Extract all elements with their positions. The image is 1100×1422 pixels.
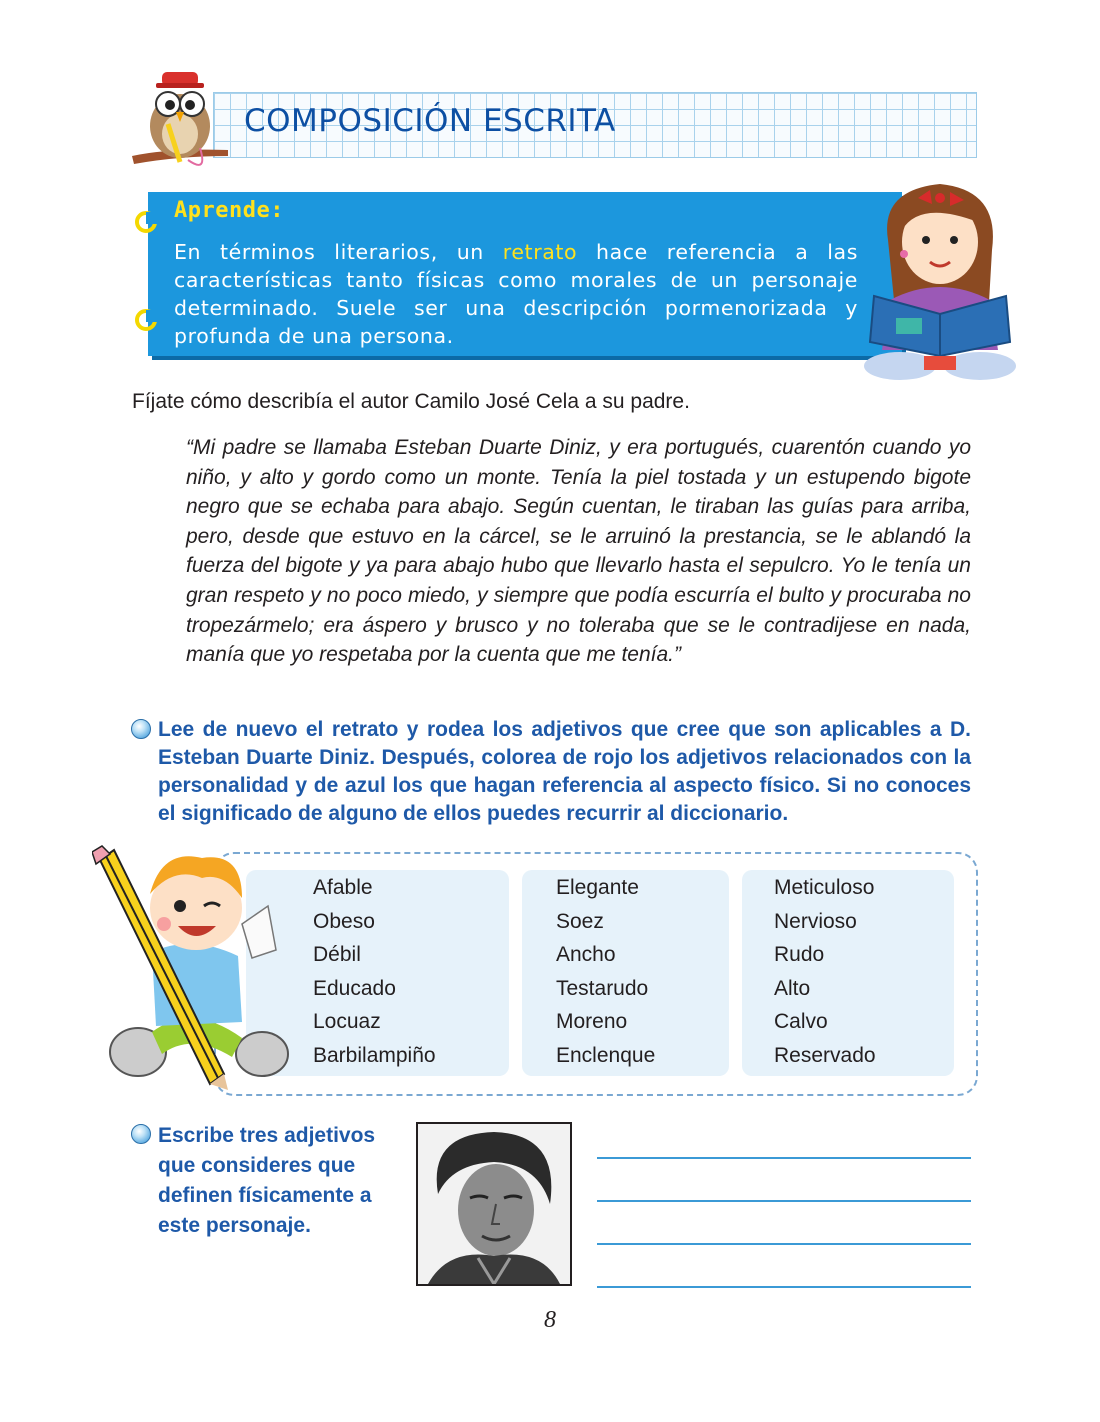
girl-reading-illustration (860, 170, 1020, 385)
definition-text-end: hace referencia a las características tanto físicas como morales de un personaje determinado. Suele ser una descripción pormenorizada y profunda de una persona. (174, 240, 858, 348)
owl-mascot-icon (128, 64, 238, 179)
definition-text-start: En términos literarios, un (174, 240, 503, 264)
portrait-image (416, 1122, 572, 1286)
adjective-word[interactable]: Ancho (556, 943, 616, 967)
learn-title: Aprende: (174, 198, 284, 223)
adjective-word[interactable]: Moreno (556, 1010, 628, 1034)
boy-with-pencil-illustration (92, 842, 297, 1092)
adjective-word[interactable]: Afable (313, 876, 373, 899)
answer-line[interactable] (597, 1200, 971, 1202)
adjective-word[interactable]: Obeso (313, 909, 375, 933)
quote-paragraph: “Mi padre se llamaba Esteban Duarte Diniz, y era portugués, cuarentón cuando yo niño, y alto y gordo como un monte. Tenía la piel tostada y un estupendo bigote negro que se echaba para abajo. Según cuentan, le tiraban las guías para arriba, pero, desde que estuvo en la cárcel, se le arruinó la prestancia, se le ablandó la fuerza del bigote y ya para abajo hubo que llevarlo hasta el sepulcro. Yo le tenía un gran respeto y no poco miedo, y siempre que podía escurría el bulto y procuraba no tropezármelo; era áspero y brusco y no toleraba que se le contradijese en nada, manía que yo respetaba por la cuenta que me tenía.” (186, 436, 971, 667)
adjective-column-3 (774, 871, 876, 1073)
page-title: COMPOSICIÓN ESCRITA (244, 103, 616, 139)
adjective-word[interactable]: Locuaz (313, 1010, 381, 1034)
adjective-word[interactable]: Alto (774, 976, 811, 1000)
adjective-word[interactable]: Educado (313, 976, 396, 1000)
instruction-circle-adjectives: Lee de nuevo el retrato y rodea los adjetivos que cree que son aplicables a D. Esteban Duarte Diniz. Después, colorea de rojo los adjetivos relacionados con la personalidad y de azul los que hagan referencia al aspecto físico. Si no conoces el significado de alguno de ellos puedes recurrir al diccionario. (158, 718, 971, 825)
bullet-icon (131, 1124, 151, 1144)
intro-sentence: Fíjate cómo describía el autor Camilo José Cela a su padre. (132, 390, 690, 413)
adjective-word[interactable]: Débil (313, 943, 361, 967)
answer-line[interactable] (597, 1243, 971, 1245)
adjective-word[interactable]: Rudo (774, 943, 825, 967)
instruction-write-adjectives: Escribe tres adjetivos que consideres que definen físicamente a este personaje. (158, 1124, 376, 1237)
ring-binder-icon (132, 208, 158, 234)
adjective-word[interactable]: Nervioso (774, 909, 857, 933)
bullet-icon (131, 719, 151, 739)
adjective-word[interactable]: Testarudo (556, 976, 649, 1000)
adjective-word[interactable]: Barbilampiño (313, 1043, 436, 1067)
adjective-word[interactable]: Reservado (774, 1043, 876, 1067)
ring-binder-icon (132, 306, 158, 332)
page-number: 8 (544, 1307, 556, 1333)
adjective-word[interactable]: Enclenque (556, 1043, 656, 1067)
adjective-column-2 (556, 871, 655, 1073)
answer-line[interactable] (597, 1157, 971, 1159)
adjective-word[interactable]: Calvo (774, 1010, 828, 1034)
adjective-word[interactable]: Elegante (556, 876, 639, 899)
adjective-column-1 (313, 871, 436, 1073)
adjective-word[interactable]: Meticuloso (774, 876, 875, 899)
learn-definition-text (174, 238, 858, 350)
answer-line[interactable] (597, 1286, 971, 1288)
highlighted-term: retrato (502, 240, 578, 264)
adjective-word[interactable]: Soez (556, 909, 604, 933)
